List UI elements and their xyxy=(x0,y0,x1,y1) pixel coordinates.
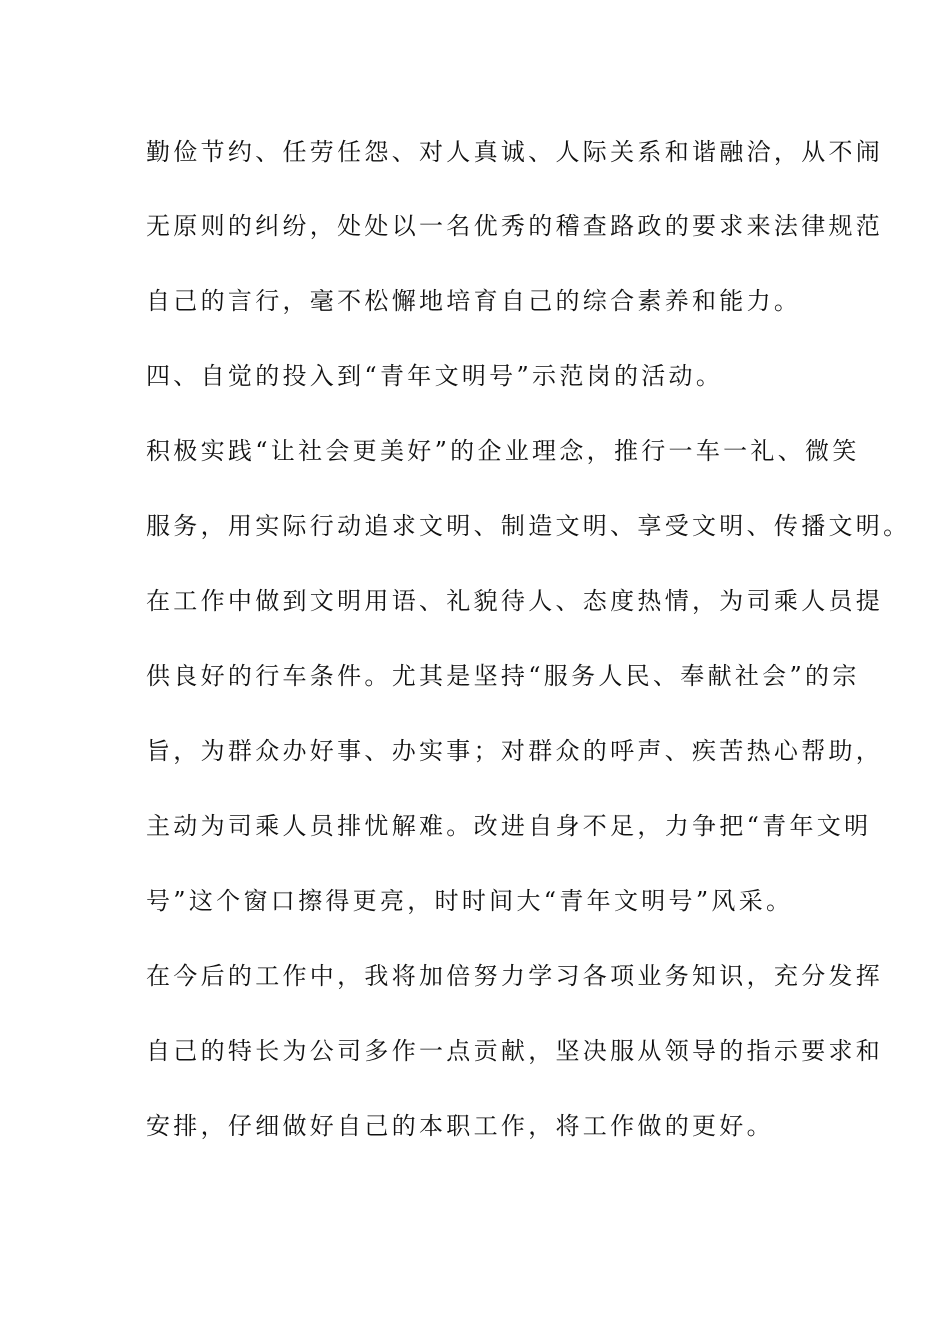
text-line: 在今后的工作中，我将加倍努力学习各项业务知识，充分发挥 xyxy=(146,962,884,990)
text-line: 安排，仔细做好自己的本职工作，将工作做的更好。 xyxy=(146,1112,774,1140)
section-heading: 四、自觉的投入到“青年文明号”示范岗的活动。 xyxy=(146,362,724,390)
text-line: 在工作中做到文明用语、礼貌待人、态度热情，为司乘人员提 xyxy=(146,587,884,615)
text-line: 积极实践“让社会更美好”的企业理念，推行一车一礼、微笑 xyxy=(146,437,860,465)
text-line: 主动为司乘人员排忧解难。改进自身不足，力争把“青年文明 xyxy=(146,812,872,840)
text-line: 号”这个窗口擦得更亮，时时间大“青年文明号”风采。 xyxy=(146,887,794,915)
text-line: 无原则的纠纷，处处以一名优秀的稽查路政的要求来法律规范 xyxy=(146,212,884,240)
text-line: 自己的特长为公司多作一点贡献，坚决服从领导的指示要求和 xyxy=(146,1037,884,1065)
text-line: 勤俭节约、任劳任怨、对人真诚、人际关系和谐融洽，从不闹 xyxy=(146,138,884,166)
text-line: 服务，用实际行动追求文明、制造文明、享受文明、传播文明。 xyxy=(146,512,911,540)
text-line: 旨，为群众办好事、办实事；对群众的呼声、疾苦热心帮助， xyxy=(146,737,884,765)
text-line: 自己的言行，毫不松懈地培育自己的综合素养和能力。 xyxy=(146,287,802,315)
text-line: 供良好的行车条件。尤其是坚持“服务人民、奉献社会”的宗 xyxy=(146,662,860,690)
